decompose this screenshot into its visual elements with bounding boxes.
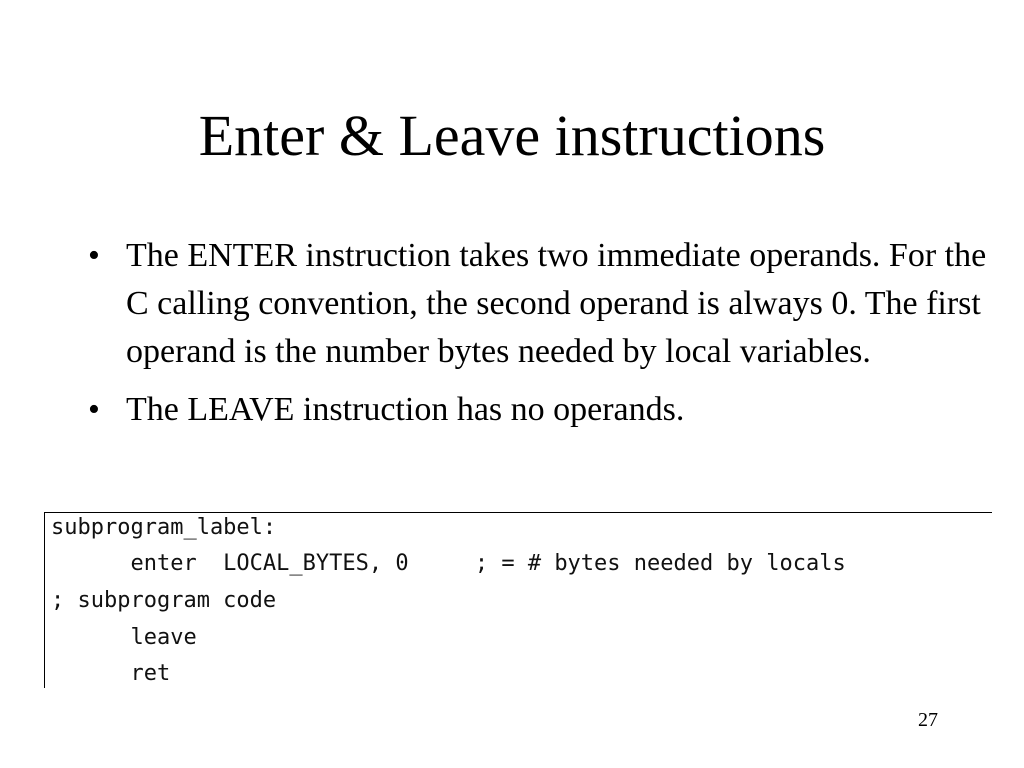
code-line: leave xyxy=(51,625,197,650)
code-line: ret xyxy=(51,661,171,686)
bullet-text: The LEAVE instruction has no operands. xyxy=(126,391,685,428)
bullet-item-enter xyxy=(88,232,988,376)
bullet-marker: • xyxy=(88,391,100,428)
bullet-text: The ENTER instruction takes two immediate operands. For the C calling convention, the second operand is always 0. The first operand is the number bytes needed by local variables. xyxy=(126,237,987,370)
bullet-list xyxy=(88,232,988,444)
code-snippet xyxy=(44,512,992,688)
bullet-marker: • xyxy=(88,237,100,274)
slide-number: 27 xyxy=(918,709,938,731)
code-line: ; subprogram code xyxy=(51,588,277,613)
slide-title: Enter & Leave instructions xyxy=(198,103,826,168)
code-line: enter LOCAL_BYTES, 0 ; = # bytes needed by locals xyxy=(51,551,846,576)
code-line: subprogram_label: xyxy=(51,515,277,540)
bullet-item-leave xyxy=(88,386,988,434)
